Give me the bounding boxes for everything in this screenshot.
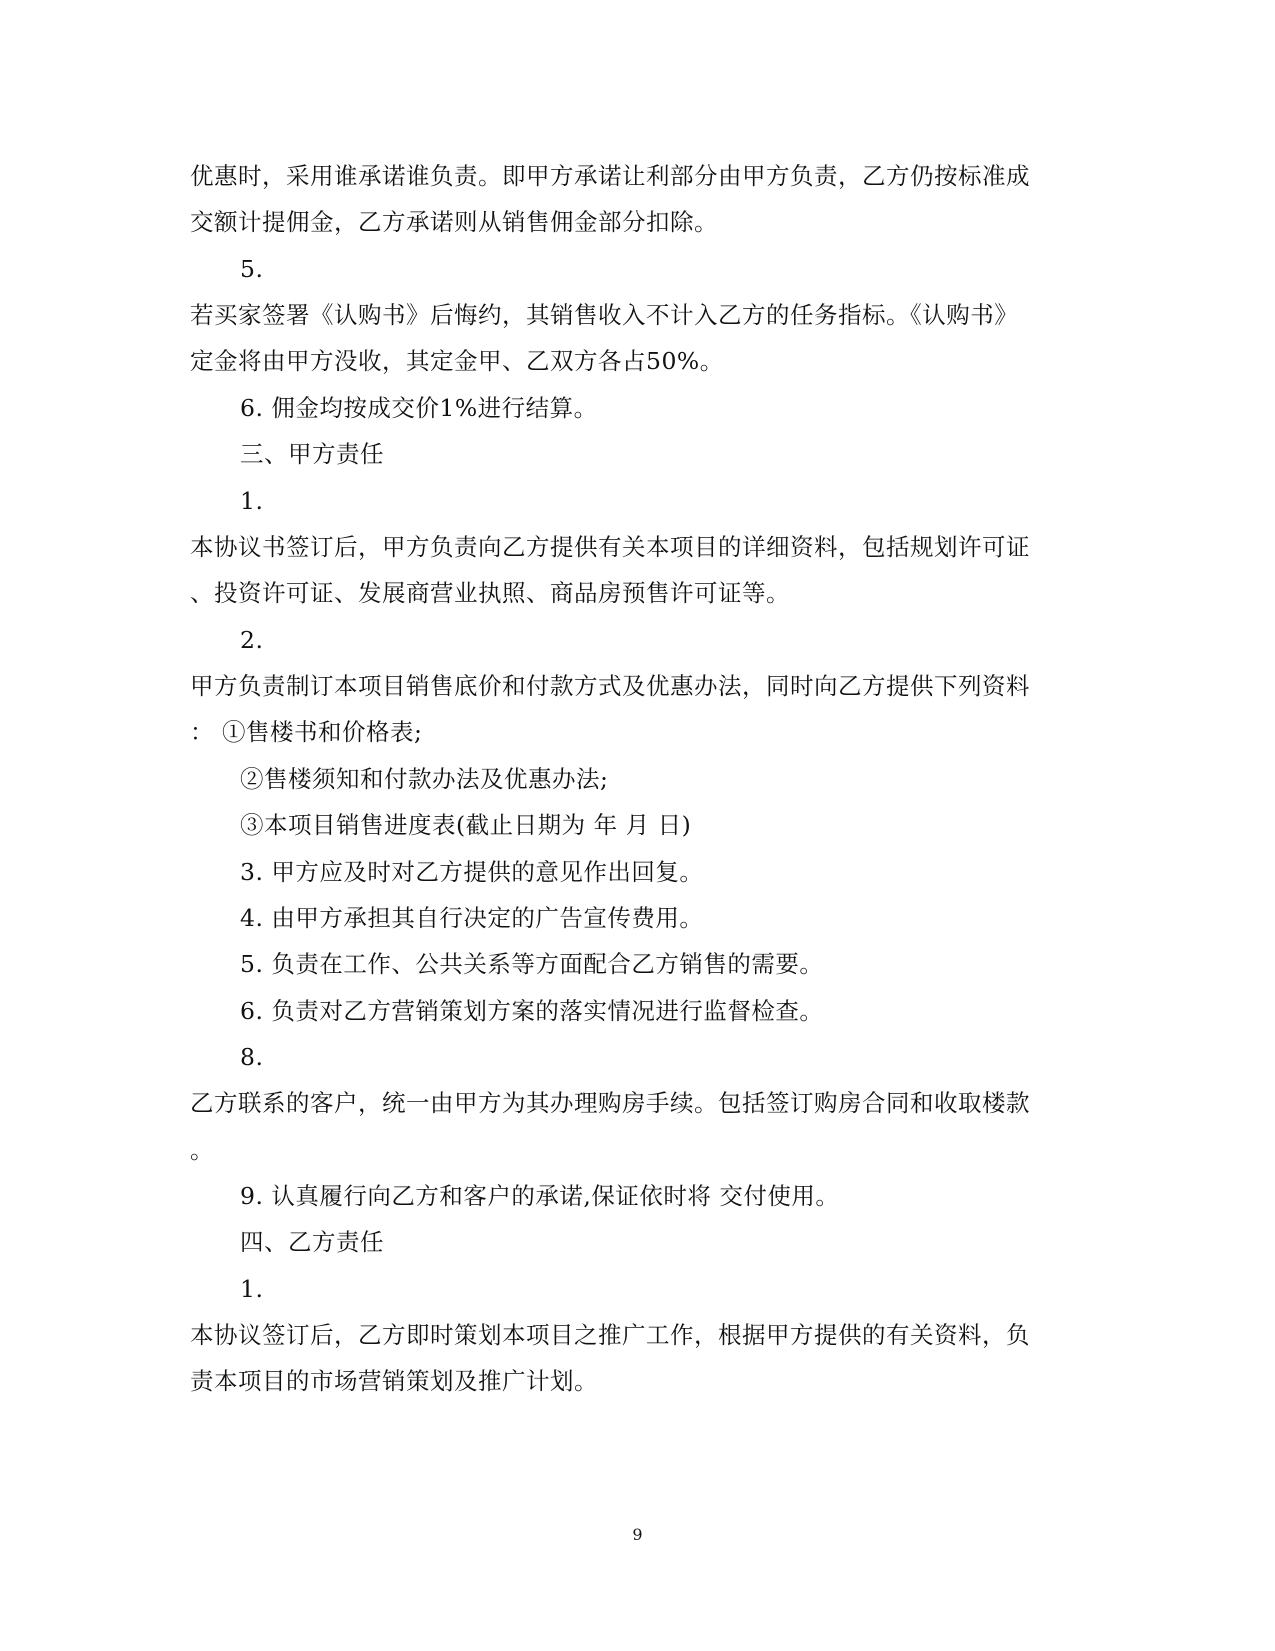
text-line: ： ①售楼书和价格表; [190, 718, 423, 746]
text-line: 交额计提佣金，乙方承诺则从销售佣金部分扣除。 [190, 208, 718, 236]
text-line: 优惠时，采用谁承诺谁负责。即甲方承诺让利部分由甲方负责，乙方仍按标准成 [190, 162, 1030, 190]
text-line: 若买家签署《认购书》后悔约，其销售收入不计入乙方的任务指标。《认购书》 [190, 301, 1019, 329]
text-line: 5. 负责在工作、公共关系等方面配合乙方销售的需要。 [240, 950, 824, 978]
text-line: ②售楼须知和付款办法及优惠办法; [240, 765, 609, 793]
text-line: 乙方联系的客户，统一由甲方为其办理购房手续。包括签订购房合同和收取楼款 [190, 1089, 1030, 1117]
text-line: 5. [240, 255, 264, 283]
text-line: 责本项目的市场营销策划及推广计划。 [190, 1367, 598, 1395]
section-heading: 三、甲方责任 [240, 440, 384, 468]
text-line: ③本项目销售进度表(截止日期为 年 月 日) [240, 811, 692, 839]
text-line: 2. [240, 626, 264, 654]
page-number: 9 [632, 1525, 643, 1544]
text-line: 定金将由甲方没收，其定金甲、乙双方各占50%。 [190, 347, 724, 375]
text-line: 1. [240, 487, 264, 515]
text-line: 、投资许可证、发展商营业执照、商品房预售许可证等。 [190, 579, 790, 607]
text-line: 9. 认真履行向乙方和客户的承诺,保证依时将 交付使用。 [240, 1182, 840, 1210]
text-line: 。 [190, 1136, 214, 1164]
text-line: 6. 负责对乙方营销策划方案的落实情况进行监督检查。 [240, 997, 824, 1025]
text-line: 4. 由甲方承担其自行决定的广告宣传费用。 [240, 904, 704, 932]
text-line: 甲方负责制订本项目销售底价和付款方式及优惠办法，同时向乙方提供下列资料 [190, 672, 1030, 700]
text-line: 3. 甲方应及时对乙方提供的意见作出回复。 [240, 858, 704, 886]
text-line: 本协议签订后，乙方即时策划本项目之推广工作，根据甲方提供的有关资料，负 [190, 1321, 1030, 1349]
text-line: 6. 佣金均按成交价1%进行结算。 [240, 394, 598, 422]
text-line: 本协议书签订后，甲方负责向乙方提供有关本项目的详细资料，包括规划许可证 [190, 533, 1030, 561]
text-line: 1. [240, 1275, 264, 1303]
section-heading: 四、乙方责任 [240, 1228, 384, 1256]
text-line: 8. [240, 1043, 264, 1071]
